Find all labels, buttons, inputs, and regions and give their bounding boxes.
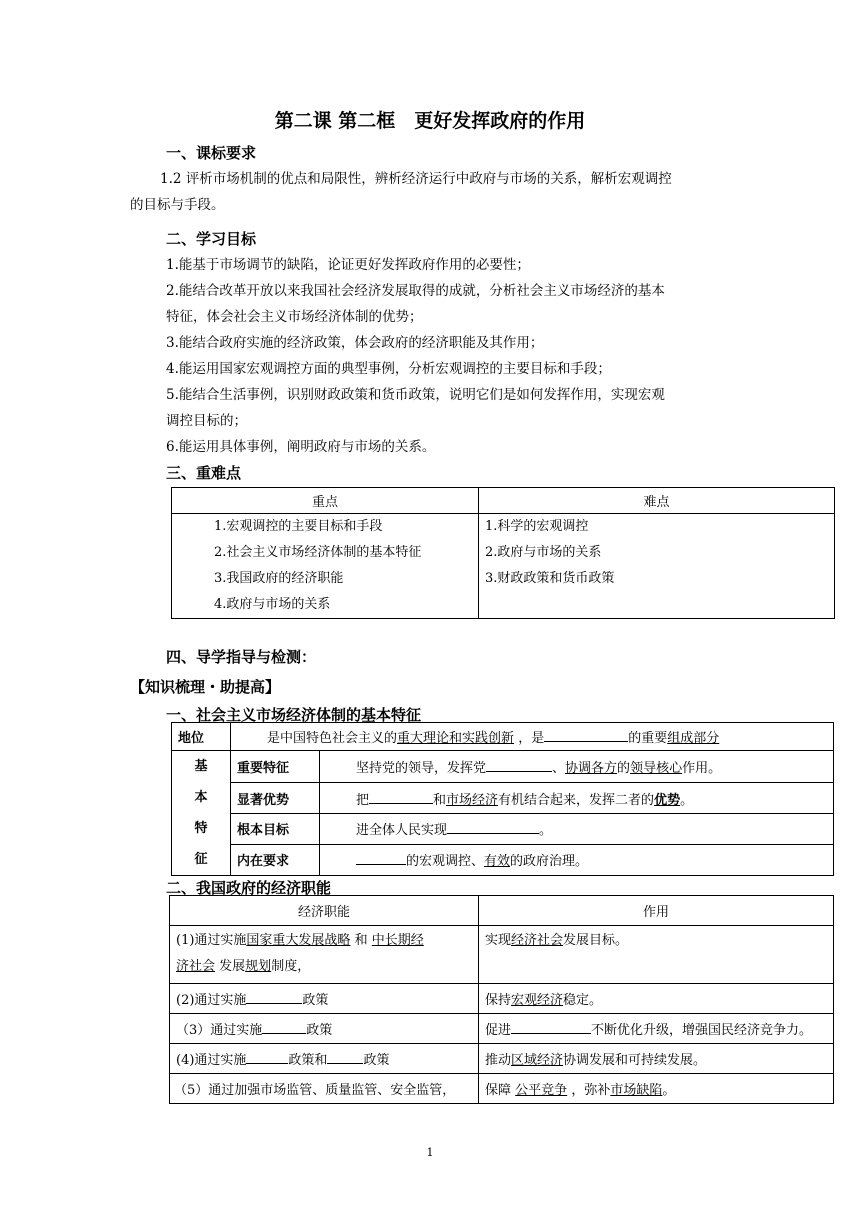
function-cell: （3）通过实施 政策 [170,1014,479,1044]
status-cell: 是中国特色社会主义的重大理论和实践创新 ，是 的重要组成部分 [231,723,834,751]
section-heading: 三、重难点 [166,464,242,482]
objective-line: 3.能结合政府实施的经济政策，体会政府的经济职能及其作用； [166,335,544,351]
objective-line: 4.能运用国家宏观调控方面的典型事例，分析宏观调控的主要目标和手段； [166,361,611,377]
key-point: 3.我国政府的经济职能 [214,571,344,586]
table-heading: 一、社会主义市场经济体制的基本特征 [166,706,422,724]
function-cell: (1)通过实施国家重大发展战略 和 中长期经 济社会 发展规划制度， [170,926,479,984]
fill-blank[interactable] [356,850,406,865]
feature-value: 把 和市场经济有机结合起来，发挥二者的优势。 [320,783,834,814]
feature-key: 内在要求 [231,844,320,875]
effect-cell: 促进 不断优化升级，增强国民经济竞争力。 [479,1014,834,1044]
fill-blank[interactable] [369,789,433,804]
fill-blank[interactable] [327,1049,363,1064]
function-cell: (2)通过实施 政策 [170,984,479,1014]
fill-blank[interactable] [262,1019,306,1034]
header-cell: 经济职能 [170,896,479,926]
feature-value: 进全体人民实现 。 [320,814,834,845]
subsection-heading: 【知识梳理・助提高】 [130,678,281,696]
objective-line: 2.能结合改革开放以来我国社会经济发展取得的成就，分析社会主义市场经济的基本 [166,283,665,299]
difficult-point: 3.财政政策和货币政策 [485,571,615,586]
key-point: 1.宏观调控的主要目标和手段 [214,519,383,534]
difficult-points-cell [479,514,835,619]
fill-blank[interactable] [511,1019,591,1034]
feature-key: 根本目标 [231,814,320,845]
key-points-cell [172,514,479,619]
feature-value: 的宏观调控、有效的政府治理。 [320,844,834,875]
function-cell: （5）通过加强市场监管、质量监管、安全监管， [170,1074,479,1104]
market-economy-table [171,722,834,876]
key-point: 2.社会主义市场经济体制的基本特征 [214,545,422,560]
header-cell: 难点 [479,488,835,514]
header-cell: 作用 [479,896,834,926]
fill-blank[interactable] [447,819,539,834]
objectives-list [166,252,665,460]
fill-blank[interactable] [246,1049,288,1064]
key-point: 4.政府与市场的关系 [214,597,331,612]
objective-line: 特征，体会社会主义市场经济体制的优势； [166,309,423,325]
table-heading: 二、我国政府的经济职能 [166,879,332,897]
feature-key: 显著优势 [231,783,320,814]
fill-blank[interactable] [486,757,552,772]
function-cell: (4)通过实施 政策和 政策 [170,1044,479,1074]
paragraph-line: 的目标与手段。 [130,197,225,213]
effect-cell: 实现经济社会发展目标。 [479,926,834,984]
objective-line: 6.能运用具体事例，阐明政府与市场的关系。 [166,439,436,455]
section-heading: 二、学习目标 [166,230,257,248]
feature-value: 坚持党的领导，发挥党 、协调各方的领导核心作用。 [320,751,834,783]
fill-blank[interactable] [246,989,302,1004]
effect-cell: 推动区域经济协调发展和可持续发展。 [479,1044,834,1074]
objective-line: 调控目标的； [166,413,247,429]
objective-line: 1.能基于市场调节的缺陷，论证更好发挥政府作用的必要性； [166,257,530,273]
section-heading: 四、导学指导与检测： [166,648,317,666]
effect-cell: 保障 公平竞争 ，弥补市场缺陷。 [479,1074,834,1104]
government-functions-table [169,895,834,1104]
label-cell: 地位 [172,723,231,751]
page-title: 第二课 第二框 更好发挥政府的作用 [274,110,586,132]
features-label: 基 本 特 征 [172,751,231,876]
difficult-point: 1.科学的宏观调控 [485,519,589,534]
objective-line: 5.能结合生活事例，识别财政政策和货币政策，说明它们是如何发挥作用，实现宏观 [166,387,665,403]
fill-blank[interactable] [544,727,628,742]
section-heading: 一、课标要求 [166,144,257,162]
feature-key: 重要特征 [231,751,320,783]
header-cell: 重点 [172,488,479,514]
difficult-point: 2.政府与市场的关系 [485,545,602,560]
effect-cell: 保持宏观经济稳定。 [479,984,834,1014]
key-points-table [171,487,835,619]
page-number: 1 [426,1146,434,1159]
paragraph-line: 1.2 评析市场机制的优点和局限性，辨析经济运行中政府与市场的关系，解析宏观调控 [160,171,672,187]
